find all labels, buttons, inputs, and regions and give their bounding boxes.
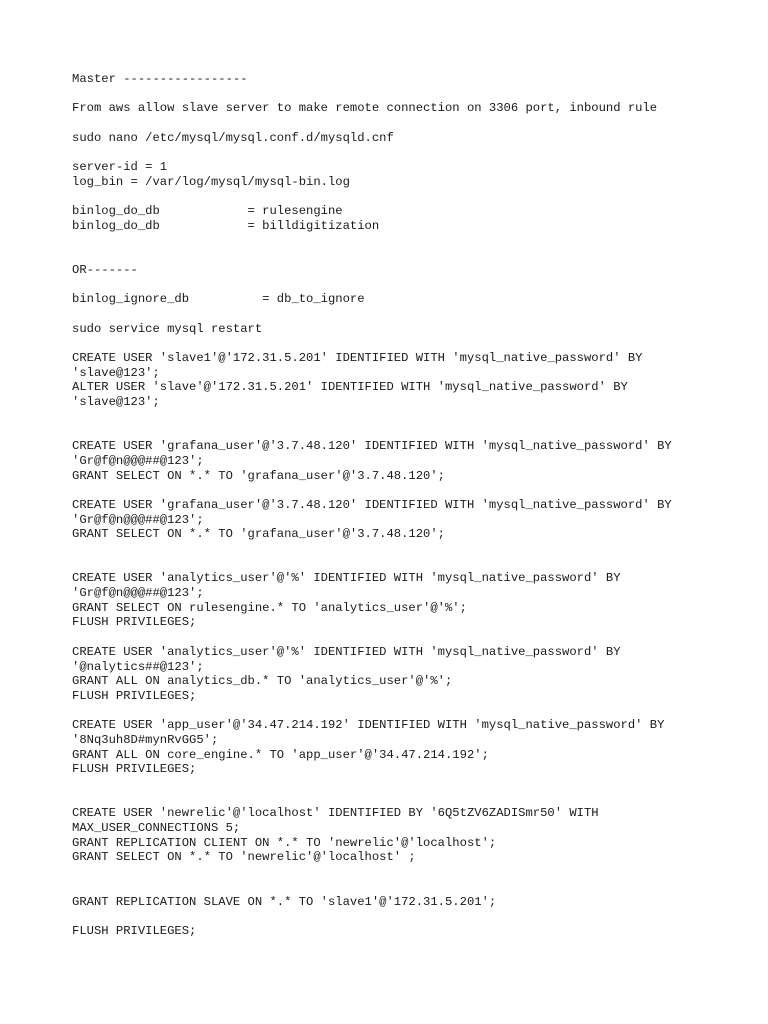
document-line: CREATE USER 'analytics_user'@'%' IDENTIFIED WITH 'mysql_native_password' BY [72,644,621,659]
document-line: CREATE USER 'slave1'@'172.31.5.201' IDENTIFIED WITH 'mysql_native_password' BY [72,351,643,366]
document-line: '@nalytics##@123'; [72,659,204,674]
document-line: CREATE USER 'grafana_user'@'3.7.48.120' IDENTIFIED WITH 'mysql_native_password' BY [72,497,672,512]
document-line [72,278,712,293]
document-line: GRANT SELECT ON *.* TO 'grafana_user'@'3.7.48.120'; [72,468,445,483]
document-line [72,909,712,924]
document-line: CREATE USER 'newrelic'@'localhost' IDENTIFIED BY '6Q5tZV6ZADISmr50' WITH [72,806,599,821]
document-line: OR------- [72,262,138,277]
document-line: 'Gr@f@n@@@##@123'; [72,453,204,468]
document-line: MAX_USER_CONNECTIONS 5; [72,821,241,836]
document-line: 'Gr@f@n@@@##@123'; [72,512,204,527]
document-line [72,880,712,895]
document-line [72,410,712,425]
document-line: ALTER USER 'slave'@'172.31.5.201' IDENTIFIED WITH 'mysql_native_password' BY [72,380,628,395]
document-line: GRANT ALL ON analytics_db.* TO 'analytics_user'@'%'; [72,674,453,689]
document-line: sudo service mysql restart [72,321,263,336]
document-line: log_bin = /var/log/mysql/mysql-bin.log [72,174,350,189]
document-line [72,777,712,792]
document-line: FLUSH PRIVILEGES; [72,688,197,703]
document-line [72,190,712,205]
document-body [72,72,712,939]
document-line: server-id = 1 [72,160,168,175]
document-line [72,116,712,131]
document-line [72,483,712,498]
document-line: binlog_ignore_db = db_to_ignore [72,292,365,307]
document-line: binlog_do_db = rulesengine [72,204,343,219]
document-line: FLUSH PRIVILEGES; [72,615,197,630]
document-line: GRANT ALL ON core_engine.* TO 'app_user'@'34.47.214.192'; [72,747,489,762]
document-line: CREATE USER 'grafana_user'@'3.7.48.120' IDENTIFIED WITH 'mysql_native_password' BY [72,439,672,454]
document-line: GRANT SELECT ON *.* TO 'grafana_user'@'3.7.48.120'; [72,527,445,542]
document-line: GRANT REPLICATION SLAVE ON *.* TO 'slave1'@'172.31.5.201'; [72,894,497,909]
document-line [72,87,712,102]
document-line [72,425,712,440]
document-line: 'slave@123'; [72,365,160,380]
document-line [72,792,712,807]
document-line [72,336,712,351]
document-line [72,865,712,880]
document-line: binlog_do_db = billdigitization [72,218,380,233]
document-line: GRANT SELECT ON rulesengine.* TO 'analytics_user'@'%'; [72,600,467,615]
document-line [72,542,712,557]
document-line: sudo nano /etc/mysql/mysql.conf.d/mysqld.cnf [72,130,394,145]
document-line: GRANT REPLICATION CLIENT ON *.* TO 'newrelic'@'localhost'; [72,835,497,850]
document-line: GRANT SELECT ON *.* TO 'newrelic'@'localhost' ; [72,850,416,865]
document-line [72,248,712,263]
document-line [72,704,712,719]
document-line: FLUSH PRIVILEGES; [72,923,197,938]
document-line [72,630,712,645]
document-line [72,307,712,322]
document-line: '8Nq3uh8D#mynRvGG5'; [72,732,219,747]
document-line [72,557,712,572]
document-line: CREATE USER 'analytics_user'@'%' IDENTIFIED WITH 'mysql_native_password' BY [72,571,621,586]
document-line: FLUSH PRIVILEGES; [72,762,197,777]
document-line: From aws allow slave server to make remote connection on 3306 port, inbound rule [72,101,658,116]
document-line: 'Gr@f@n@@@##@123'; [72,586,204,601]
document-line [72,234,712,249]
document-line: 'slave@123'; [72,395,160,410]
document-line: CREATE USER 'app_user'@'34.47.214.192' IDENTIFIED WITH 'mysql_native_password' BY [72,718,665,733]
document-line: Master ----------------- [72,72,248,86]
document-line [72,145,712,160]
